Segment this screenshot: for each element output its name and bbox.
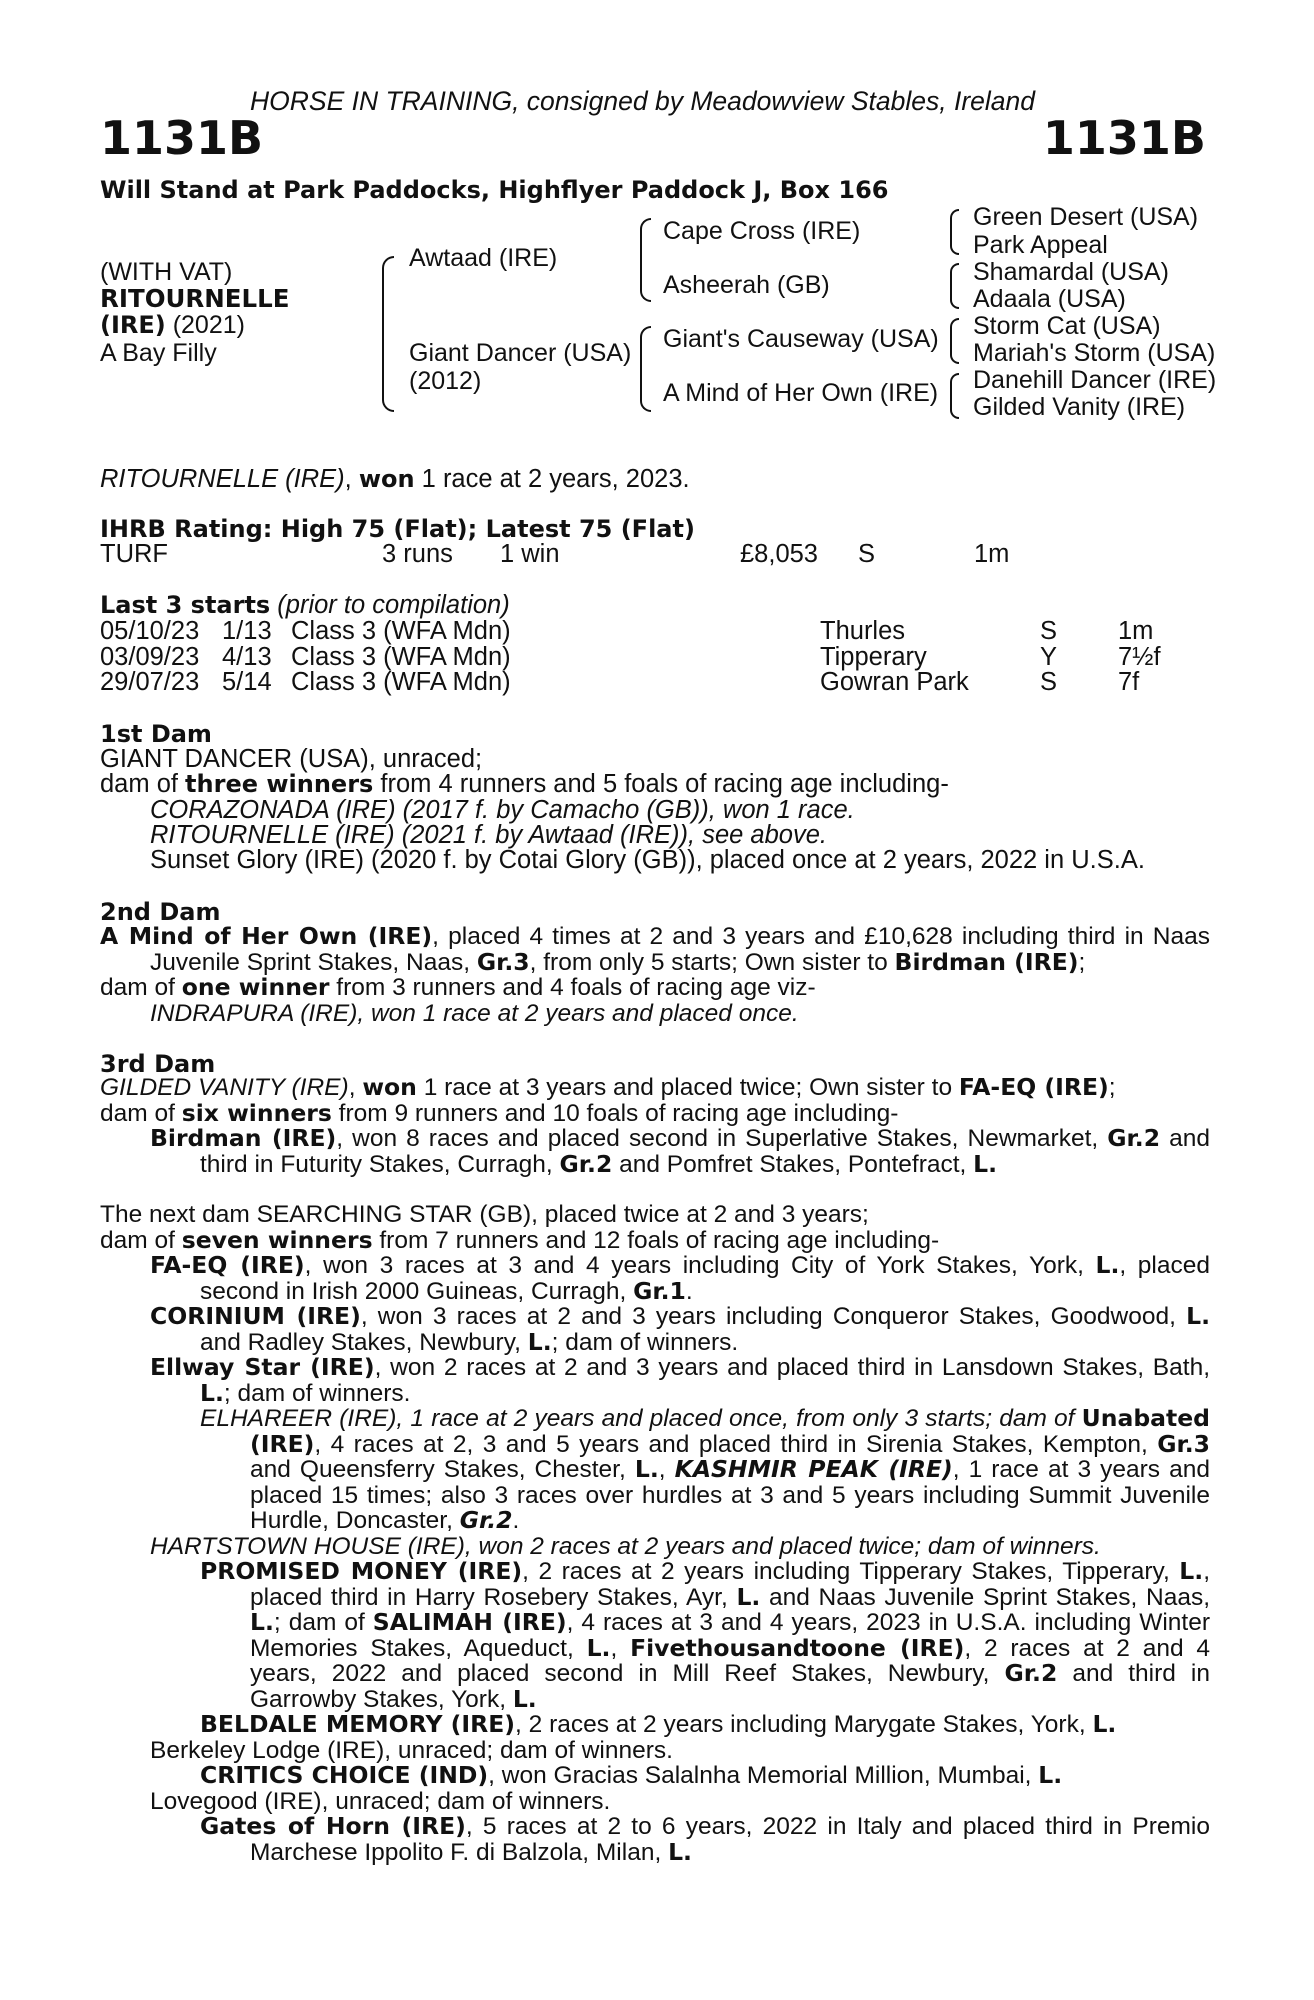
horse-name: RITOURNELLE xyxy=(100,284,290,313)
start-class: Class 3 (WFA Mdn) xyxy=(291,642,511,671)
start-course: Tipperary xyxy=(820,642,927,671)
start-going: S xyxy=(1040,668,1058,696)
rating-surface: TURF xyxy=(100,540,168,568)
lot-number-left: 1131B xyxy=(100,111,264,165)
dam-sire: Giant's Causeway (USA) xyxy=(663,325,939,353)
ggp-5: Storm Cat (USA) xyxy=(973,312,1161,340)
ggp-6: Mariah's Storm (USA) xyxy=(973,339,1216,367)
start-pos: 5/14 xyxy=(222,668,272,696)
start-date: 03/09/23 xyxy=(100,642,200,671)
start-going: S xyxy=(1040,617,1058,645)
rating-runs: 3 runs xyxy=(382,540,453,568)
dam3-title: 3rd Dam xyxy=(100,1050,216,1078)
horse-origin xyxy=(100,312,245,339)
dam2-progeny-1: INDRAPURA (IRE), won 1 race at 2 years and placed once. xyxy=(150,999,799,1027)
dam: Giant Dancer (USA) xyxy=(409,339,632,367)
start-going: Y xyxy=(1040,642,1058,671)
start-dist: 7f xyxy=(1118,668,1140,696)
start-course: Thurles xyxy=(820,617,906,645)
dam1-line2: dam of three winners from 4 runners and 5 foals of racing age including- xyxy=(100,770,949,798)
pedigree-brace-g2 xyxy=(950,263,959,309)
consignment-subtitle: HORSE IN TRAINING, consigned by Meadowview Stables, Ireland xyxy=(250,86,1036,116)
sire-dam: Asheerah (GB) xyxy=(663,271,830,299)
start-class: Class 3 (WFA Mdn) xyxy=(291,617,511,645)
next-dam-paragraph: The next dam SEARCHING STAR (GB), placed twice at 2 and 3 years; dam of seven winners from 7 runners and 12 foals of racing age including- FA-EQ (IRE), won 3 races at 3 and 4 years including City of York Stakes, York, L., placed second in Irish 2000 Guineas, Curragh, Gr.1. CORINIUM (IRE), won 3 races at 2 and 3 years including Conqueror Stakes, Goodwood, L. and Radley Stakes, Newbury, L.; dam of winners. Ellway Star (IRE), won 2 races at 2 and 3 years and placed third in Lansdown Stakes, Bath, L.; dam of winners. ELHAREER (IRE), 1 race at 2 years and placed once, from only 3 starts; dam of Unabated (IRE), 4 races at 2, 3 and 5 years and placed third in Sirenia Stakes, Kempton, Gr.3 and Queensferry Stakes, Chester, L., KASHMIR PEAK (IRE), 1 race at 3 years and placed 15 times; also 3 races over hurdles at 3 and 5 years including Summit Juvenile Hurdle, Doncaster, Gr.2. HARTSTOWN HOUSE (IRE), won 2 races at 2 years and placed twice; dam of winners. PROMISED MONEY (IRE), 2 races at 2 years including Tipperary Stakes, Tipperary, L., placed third in Harry Rosebery Stakes, Ayr, L. and Naas Juvenile Sprint Stakes, Naas, L.; dam of SALIMAH (IRE), 4 races at 3 and 4 years, 2023 in U.S.A. including Winter Memories Stakes, Aqueduct, L., Fivethousandtoone (IRE), 2 races at 2 and 4 years, 2022 and placed second in Mill Reef Stakes, Newbury, Gr.2 and third in Garrowby Stakes, York, L. BELDALE MEMORY (IRE), 2 races at 2 years including Marygate Stakes, York, L. Berkeley Lodge (IRE), unraced; dam of winners. CRITICS CHOICE (IND), won Gracias Salalnha Memorial Million, Mumbai, L. Lovegood (IRE), unraced; dam of winners. Gates of Horn (IRE), 5 races at 2 to 6 years, 2022 in Italy and placed third in Premio Marchese Ippolito F. di Balzola, Milan, L. xyxy=(100,1201,1211,1866)
dam1-progeny-2: RITOURNELLE (IRE) (2021 f. by Awtaad (IRE)), see above. xyxy=(150,821,827,849)
dam3-paragraph: GILDED VANITY (IRE), won 1 race at 3 years and placed twice; Own sister to FA-EQ (IRE); dam of six winners from 9 runners and 10 foals of racing age including- Birdman (IRE), won 8 races and placed second in Superlative Stakes, Newmarket, Gr.2 and third in Futurity Stakes, Curragh, Gr.2 and Pomfret Stakes, Pontefract, L. xyxy=(100,1073,1211,1178)
dam2-name: A Mind of Her Own (IRE) xyxy=(100,922,433,950)
start-dist: 1m xyxy=(1118,617,1154,645)
horse-country: (IRE) xyxy=(100,311,166,339)
start-pos: 4/13 xyxy=(222,642,272,671)
start-pos: 1/13 xyxy=(222,617,272,645)
dam1-winners: three winners xyxy=(185,770,374,798)
starts-heading xyxy=(100,592,510,618)
rating-distance: 1m xyxy=(974,540,1010,568)
rating-going: S xyxy=(858,540,876,568)
starts-title: Last 3 starts xyxy=(100,591,271,619)
rating-prize: £8,053 xyxy=(740,540,818,568)
summary-name: RITOURNELLE (IRE) xyxy=(100,465,345,493)
summary-rest: 1 race at 2 years, 2023. xyxy=(421,465,690,493)
ggp-3: Shamardal (USA) xyxy=(973,258,1169,286)
vat-note: (WITH VAT) xyxy=(100,258,233,286)
horse-year: (2021) xyxy=(172,311,245,339)
dam2-title: 2nd Dam xyxy=(100,898,221,926)
starts-note: (prior to compilation) xyxy=(277,591,510,619)
start-course: Gowran Park xyxy=(820,668,969,696)
stabling-location: Will Stand at Park Paddocks, Highflyer Paddock J, Box 166 xyxy=(100,176,889,204)
race-summary: RITOURNELLE (IRE), won 1 race at 2 years, 2023. xyxy=(100,465,690,493)
pedigree-brace-dam xyxy=(640,326,651,412)
dam1-progeny-3: Sunset Glory (IRE) (2020 f. by Cotai Glory (GB)), placed once at 2 years, 2022 in U.S.A. xyxy=(150,846,1145,874)
ggp-7: Danehill Dancer (IRE) xyxy=(973,366,1217,394)
dam-year: (2012) xyxy=(409,367,482,395)
lot-number-right: 1131B xyxy=(1042,111,1206,165)
dam1-line1: GIANT DANCER (USA), unraced; xyxy=(100,745,483,773)
sire-sire: Cape Cross (IRE) xyxy=(663,217,861,245)
rating-title: IHRB Rating: High 75 (Flat); Latest 75 (Flat) xyxy=(100,515,695,543)
dam-dam: A Mind of Her Own (IRE) xyxy=(663,379,939,407)
ggp-4: Adaala (USA) xyxy=(973,285,1126,313)
dam2-paragraph: A Mind of Her Own (IRE), placed 4 times at 2 and 3 years and £10,628 including third in Naas Juvenile Sprint Stakes, Naas, Gr.3, from only 5 starts; Own sister to Birdman (IRE); dam of one winner from 3 runners and 4 foals of racing age viz- INDRAPURA (IRE), won 1 race at 2 years and placed once. xyxy=(100,922,1210,1027)
start-date: 05/10/23 xyxy=(100,617,200,645)
ggp-8: Gilded Vanity (IRE) xyxy=(973,393,1186,421)
summary-won: won xyxy=(358,465,415,493)
pedigree-brace-sire xyxy=(640,218,651,302)
start-class: Class 3 (WFA Mdn) xyxy=(291,668,511,696)
start-dist: 7½f xyxy=(1118,642,1161,671)
ggp-2: Park Appeal xyxy=(973,231,1108,259)
rating-wins: 1 win xyxy=(500,540,560,568)
pedigree-brace-g4 xyxy=(950,373,959,419)
ggp-1: Green Desert (USA) xyxy=(973,203,1199,231)
horse-description: A Bay Filly xyxy=(100,339,217,367)
pedigree-brace-g3 xyxy=(950,318,959,364)
dam1-title: 1st Dam xyxy=(100,720,212,748)
dam1-progeny-1: CORAZONADA (IRE) (2017 f. by Camacho (GB)), won 1 race. xyxy=(150,796,855,824)
pedigree-brace-g1 xyxy=(950,209,959,255)
sire: Awtaad (IRE) xyxy=(409,244,558,272)
pedigree-brace-main xyxy=(382,256,394,412)
start-date: 29/07/23 xyxy=(100,668,200,696)
